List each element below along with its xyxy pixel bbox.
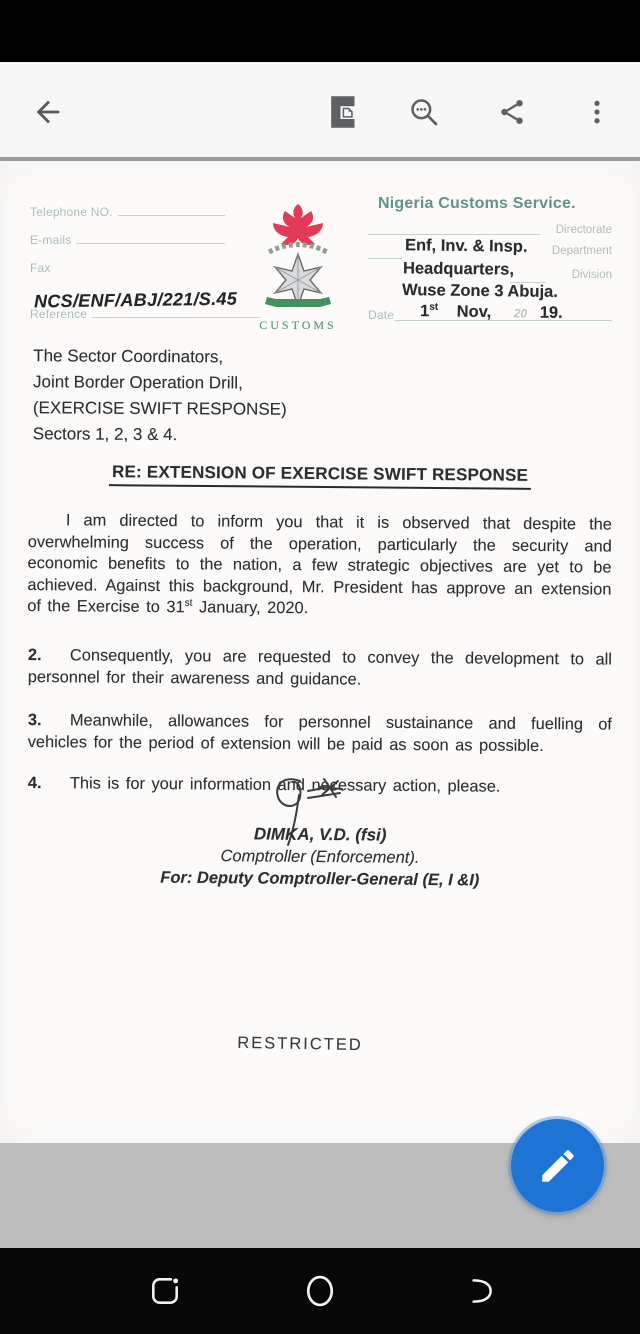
reference-number: NCS/ENF/ABJ/221/S.45 [33, 288, 238, 312]
signature-block [20, 822, 621, 891]
paragraph-4-number: 4. [27, 774, 42, 793]
division-label: Division [571, 269, 612, 281]
paragraph-3-number: 3. [27, 711, 42, 730]
back-nav-icon [463, 1274, 497, 1308]
customs-coat-of-arms-logo [252, 198, 344, 333]
addressee-line: Sectors 1, 2, 3 & 4. [32, 424, 178, 445]
date-ordinal: st [429, 301, 439, 313]
signatory-for-line: For: Deputy Comptroller-General (E, I &I) [160, 868, 480, 890]
logo-caption: CUSTOMS [259, 318, 337, 332]
status-bar [0, 0, 640, 62]
directorate-label: Directorate [555, 224, 612, 236]
home-icon [302, 1272, 338, 1310]
reference-label: Reference [30, 307, 88, 321]
date-label: Date [368, 308, 395, 322]
date-preprint: 20 [513, 306, 528, 321]
address-line: Wuse Zone 3 Abuja. [401, 281, 558, 301]
paragraph-1 [27, 510, 612, 623]
paragraph-3 [28, 710, 612, 758]
date-value [420, 302, 563, 323]
division-value: Headquarters, [402, 259, 515, 279]
page-thumbnail-icon [330, 95, 358, 129]
fax-label: Fax [30, 261, 51, 275]
subject-wrap [0, 464, 640, 488]
service-name: Nigeria Customs Service. [378, 195, 576, 212]
subject-line: RE: EXTENSION OF EXERCISE SWIFT RESPONSE [109, 462, 531, 490]
department-value: Enf, Inv. & Insp. [404, 236, 528, 256]
paragraph-2 [28, 645, 612, 693]
date-month: Nov, [456, 302, 492, 321]
paragraph-1-ordinal: st [184, 598, 193, 610]
three-dot-menu-icon [582, 97, 612, 127]
search-icon [408, 96, 440, 128]
recent-apps-icon [148, 1274, 182, 1308]
date-year: 19. [539, 303, 563, 322]
back-nav-button[interactable] [450, 1261, 510, 1321]
paragraph-3-text: Meanwhile, allowances for personnel sustainance and fuelling of vehicles for the period of extension will be paid as soon as possible. [27, 711, 612, 756]
addressee-line: Joint Border Operation Drill, [33, 372, 243, 393]
overflow-menu-button[interactable] [573, 88, 621, 136]
addressee-block [33, 343, 287, 449]
back-button[interactable] [24, 88, 72, 136]
eagle-emblem [273, 204, 323, 245]
pencil-edit-icon [537, 1145, 579, 1187]
page-view-button[interactable] [320, 88, 368, 136]
paragraph-4-text: This is for your information and necessary action, please. [69, 774, 501, 797]
paragraph-2-number: 2. [27, 646, 42, 665]
edit-fab[interactable] [511, 1119, 604, 1212]
addressee-line: (EXERCISE SWIFT RESPONSE) [32, 398, 287, 419]
addressee-line: The Sector Coordinators, [33, 346, 224, 367]
date-day: 1 [419, 302, 430, 321]
toolbar [0, 62, 640, 157]
emails-label: E-mails [30, 233, 72, 247]
search-button[interactable] [400, 88, 448, 136]
home-button[interactable] [290, 1261, 350, 1321]
classification-marking: RESTRICTED [237, 1033, 363, 1055]
recent-apps-button[interactable] [135, 1261, 195, 1321]
signatory-name: DIMKA, V.D. (fsi) [253, 824, 387, 845]
share-button[interactable] [488, 88, 536, 136]
fax-row [30, 261, 100, 275]
department-label: Department [551, 245, 612, 257]
telephone-row [30, 205, 225, 219]
share-icon [497, 97, 527, 127]
back-arrow-icon [31, 95, 65, 129]
system-navbar [0, 1248, 640, 1334]
telephone-label: Telephone NO. [30, 205, 113, 219]
emails-row [30, 233, 225, 247]
paragraph-1-text: I am directed to inform you that it is observed that despite the overwhelming success of the operation, particularly the security and economic benefits to the nation, a few strategic objectives are yet to be achieved. Against this background, Mr. President has approve an extension of the Exercise to 31 [27, 511, 612, 617]
document-page[interactable] [0, 161, 640, 1143]
paragraph-1-tail: January, 2020. [192, 599, 309, 618]
paragraph-2-text: Consequently, you are requested to convey the development to all personnel for their awareness and guidance. [27, 646, 612, 689]
signatory-title: Comptroller (Enforcement). [220, 847, 420, 867]
